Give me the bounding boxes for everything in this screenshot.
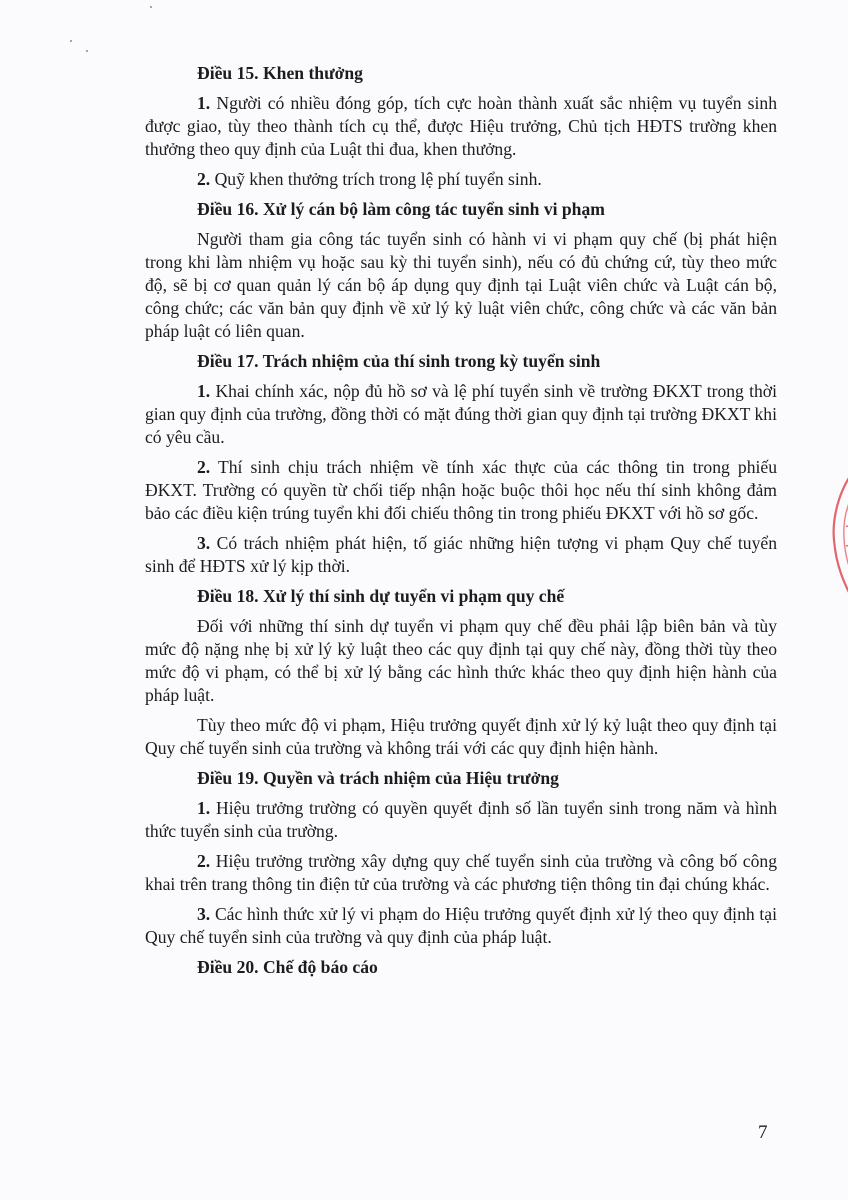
article-heading: Điều 16. Xử lý cán bộ làm công tác tuyển sinh vi phạm	[197, 199, 605, 219]
article-paragraph	[145, 228, 777, 343]
clause-number: 2.	[197, 851, 211, 871]
scan-speck	[70, 40, 72, 42]
article-paragraph	[145, 903, 777, 949]
document-body	[145, 62, 777, 986]
scan-speck	[86, 50, 88, 52]
article-paragraph	[145, 797, 777, 843]
clause-text: Tùy theo mức độ vi phạm, Hiệu trưởng quyết định xử lý kỷ luật theo quy định tại Quy chế tuyển sinh của trường và không trái với các quy định hiện hành.	[145, 715, 777, 758]
clause-text: Người tham gia công tác tuyển sinh có hành vi vi phạm quy chế (bị phát hiện trong khi làm nhiệm vụ hoặc sau kỳ thi tuyển sinh), nếu có đủ chứng cứ, tùy theo mức độ, sẽ bị cơ quan quản lý cán bộ áp dụng quy định tại Luật viên chức và Luật cán bộ, công chức; các văn bản quy định về xử lý kỷ luật viên chức, công chức và các văn bản pháp luật có liên quan.	[145, 229, 777, 341]
article-paragraph	[145, 380, 777, 449]
page-number: 7	[758, 1122, 768, 1143]
clause-number: 3.	[197, 904, 211, 924]
clause-text: Có trách nhiệm phát hiện, tố giác những hiện tượng vi phạm Quy chế tuyển sinh để HĐTS xử lý kịp thời.	[145, 533, 777, 576]
article-heading: Điều 15. Khen thưởng	[197, 63, 363, 83]
clause-number: 2.	[197, 457, 211, 477]
article-paragraph	[145, 615, 777, 707]
clause-text: Khai chính xác, nộp đủ hồ sơ và lệ phí tuyển sinh về trường ĐKXT trong thời gian quy định của trường, đồng thời có mặt đúng thời gian quy định tại trường ĐKXT khi có yêu cầu.	[145, 381, 777, 447]
clause-text: Người có nhiều đóng góp, tích cực hoàn thành xuất sắc nhiệm vụ tuyển sinh được giao, tùy theo thành tích cụ thể, được Hiệu trưởng, Chủ tịch HĐTS trường khen thưởng theo quy định của Luật thi đua, khen thưởng.	[145, 93, 777, 159]
article-heading: Điều 18. Xử lý thí sinh dự tuyển vi phạm quy chế	[197, 586, 565, 606]
clause-number: 1.	[197, 798, 211, 818]
article-paragraph	[145, 714, 777, 760]
clause-text: Quỹ khen thưởng trích trong lệ phí tuyển sinh.	[210, 169, 542, 189]
article-paragraph	[145, 92, 777, 161]
red-seal-stamp-edge	[826, 460, 848, 610]
scan-speck	[150, 6, 152, 8]
clause-text: Hiệu trưởng trường xây dựng quy chế tuyển sinh của trường và công bố công khai trên trang thông tin điện tử của trường và các phương tiện thông tin đại chúng khác.	[145, 851, 777, 894]
article-paragraph	[145, 456, 777, 525]
clause-number: 3.	[197, 533, 211, 553]
article-heading: Điều 17. Trách nhiệm của thí sinh trong kỳ tuyển sinh	[197, 351, 601, 371]
article-heading: Điều 19. Quyền và trách nhiệm của Hiệu trưởng	[197, 768, 559, 788]
clause-text: Đối với những thí sinh dự tuyển vi phạm quy chế đều phải lập biên bản và tùy mức độ nặng nhẹ bị xử lý kỷ luật theo các quy định tại quy chế này, đồng thời tùy theo mức độ vi phạm, có thể bị xử lý bằng các hình thức khác theo quy định hiện hành của pháp luật.	[145, 616, 777, 705]
article-paragraph	[145, 850, 777, 896]
clause-text: Các hình thức xử lý vi phạm do Hiệu trưởng quyết định xử lý theo quy định tại Quy chế tuyển sinh của trường và quy định của pháp luật.	[145, 904, 777, 947]
clause-number: 1.	[197, 381, 211, 401]
article-paragraph	[145, 532, 777, 578]
clause-text: Thí sinh chịu trách nhiệm về tính xác thực của các thông tin trong phiếu ĐKXT. Trường có quyền từ chối tiếp nhận hoặc buộc thôi học nếu thí sinh không đảm bảo các điều kiện trúng tuyển khi đối chiếu thông tin trong phiếu ĐKXT với hồ sơ gốc.	[145, 457, 777, 523]
clause-number: 1.	[197, 93, 211, 113]
article-paragraph	[145, 168, 777, 191]
clause-number: 2.	[197, 169, 211, 189]
article-heading: Điều 20. Chế độ báo cáo	[197, 957, 378, 977]
clause-text: Hiệu trưởng trường có quyền quyết định số lần tuyển sinh trong năm và hình thức tuyển sinh của trường.	[145, 798, 777, 841]
